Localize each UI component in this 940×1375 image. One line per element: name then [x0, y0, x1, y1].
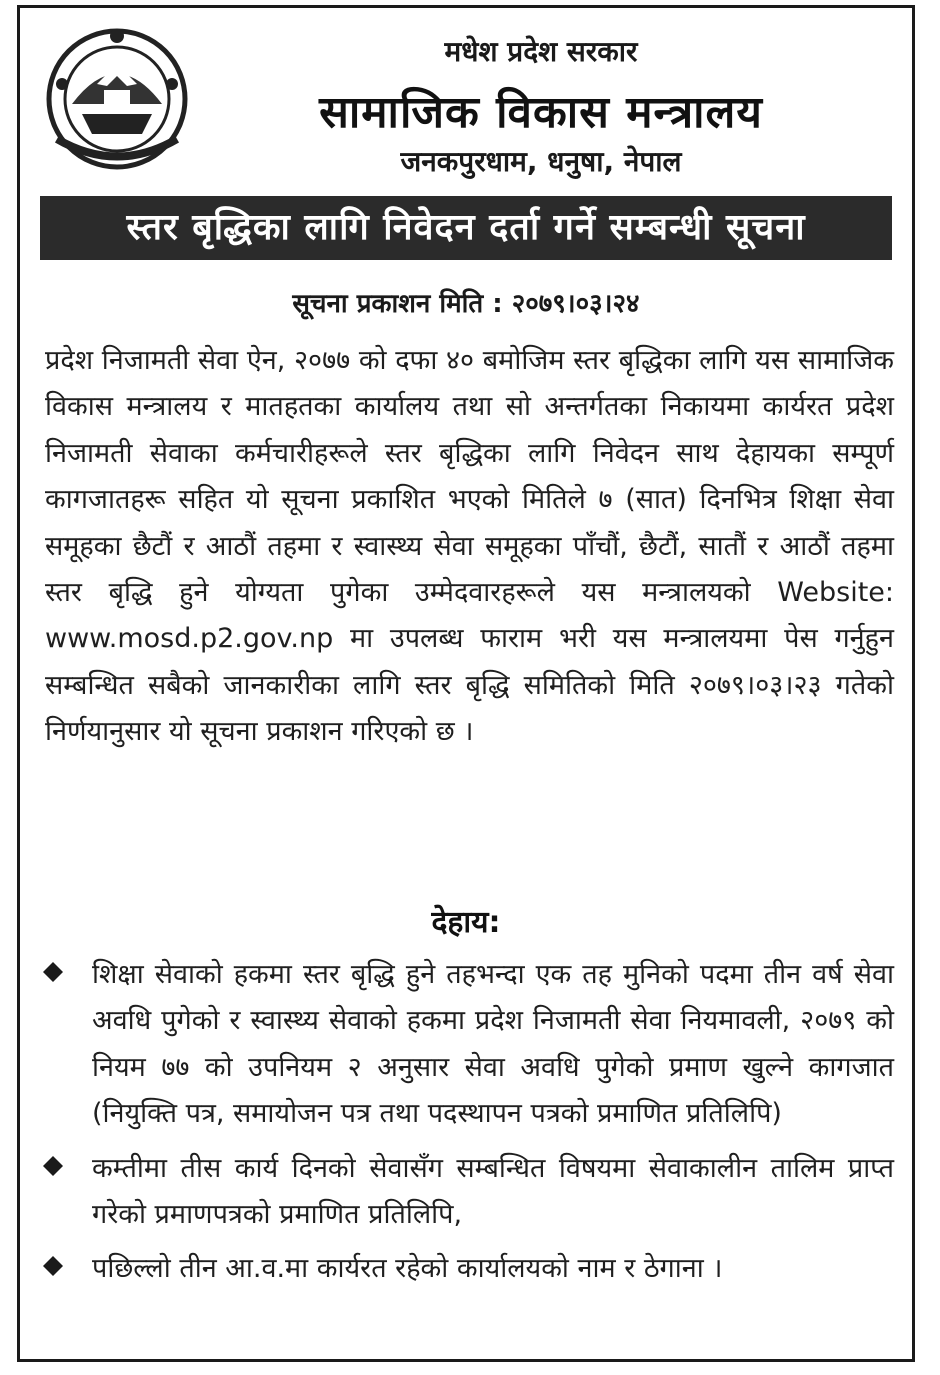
notice-title: स्तर बृद्धिका लागि निवेदन दर्ता गर्ने सम्बन्धी सूचना [40, 196, 892, 260]
notice-frame [17, 5, 915, 1362]
diamond-bullet-icon [42, 1255, 64, 1277]
diamond-bullet-icon [42, 961, 64, 983]
list-item [42, 952, 894, 1138]
list-item [42, 1246, 894, 1292]
requirements-heading: देहाय: [431, 905, 501, 940]
requirements-list [42, 952, 894, 1293]
requirement-text: पछिल्लो तीन आ.व.मा कार्यरत रहेको कार्यालयको नाम र ठेगाना । [92, 1253, 723, 1285]
requirement-text: कम्तीमा तीस कार्य दिनको सेवासँग सम्बन्धित विषयमा सेवाकालीन तालिम प्राप्त गरेको प्रमाणपत्रको प्रमाणित प्रतिलिपि, [92, 1152, 894, 1231]
notice-header [20, 8, 912, 188]
government-name: मधेश प्रदेश सरकार [444, 35, 638, 68]
ministry-address: जनकपुरधाम, धनुषा, नेपाल [400, 145, 682, 178]
list-item [42, 1146, 894, 1239]
diamond-bullet-icon [42, 1155, 64, 1177]
requirement-text: शिक्षा सेवाको हकमा स्तर बृद्धि हुने तहभन्दा एक तह मुनिको पदमा तीन वर्ष सेवा अवधि पुगेको र स्वास्थ्य सेवाको हकमा प्रदेश निजामती सेवा नियमावली, २०७९ को नियम ७७ को उपनियम २ अनुसार सेवा अवधि पुगेको प्रमाण खुल्ने कागजात (नियुक्ति पत्र, समायोजन पत्र तथा पदस्थापन पत्रको प्रमाणित प्रतिलिपि) [92, 959, 894, 1130]
publication-date: सूचना प्रकाशन मिति : २०७९।०३।२४ [292, 289, 640, 319]
ministry-name: सामाजिक विकास मन्त्रालय [319, 87, 763, 138]
notice-body: प्रदेश निजामती सेवा ऐन, २०७७ को दफा ४० बमोजिम स्तर बृद्धिका लागि यस सामाजिक विकास मन्त्रालय र मातहतका कार्यालय तथा सो अन्तर्गतका निकायमा कार्यरत प्रदेश निजामती सेवाका कर्मचारीहरूले स्तर बृद्धिका लागि निवेदन साथ देहायका सम्पूर्ण कागजातहरू सहित यो सूचना प्रकाशित भएको मितिले ७ (सात) दिनभित्र शिक्षा सेवा समूहका छैटौं र आठौं तहमा र स्वास्थ्य सेवा समूहका पाँचौं, छैटौं, सातौं र आठौं तहमा स्तर बृद्धि हुने योग्यता पुगेका उम्मेदवारहरूले यस मन्त्रालयको Website: www.mosd.p2.gov.np मा उपलब्ध फाराम भरी यस मन्त्रालयमा पेस गर्नुहुन सम्बन्धित सबैको जानकारीका लागि स्तर बृद्धि समितिको मिति २०७९।०३।२३ गतेको निर्णयानुसार यो सूचना प्रकाशन गरिएको छ । [45, 345, 894, 748]
